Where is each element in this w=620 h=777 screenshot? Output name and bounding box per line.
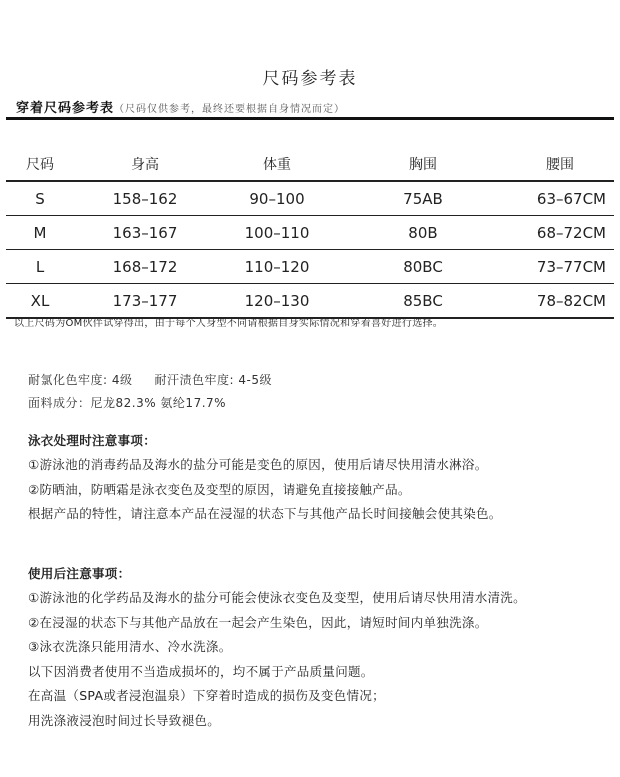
colorfastness-line xyxy=(28,369,272,392)
care-line: ①游泳池的消毒药品及海水的盐分可能是变色的原因，使用后请尽快用清水淋浴。 xyxy=(28,457,488,472)
care-line: ②防晒油，防晒霜是泳衣变色及变型的原因，请避免直接接触产品。 xyxy=(28,481,411,497)
cell-waist: 78–82CM xyxy=(508,284,614,319)
size-table xyxy=(6,148,614,319)
after-use-section xyxy=(28,561,526,733)
table-row xyxy=(6,284,614,319)
header-height: 身高 xyxy=(74,148,216,181)
care-line: 根据产品的特性，请注意本产品在浸湿的状态下与其他产品长时间接触会使其染色。 xyxy=(28,506,502,521)
after-use-heading: 使用后注意事项： xyxy=(28,566,131,581)
after-use-line: 以下因消费者使用不当造成损坏的，均不属于产品质量问题。 xyxy=(28,663,374,679)
subheading-note: （尺码仅供参考，最终还要根据自身情况而定） xyxy=(114,104,346,115)
cell-size: S xyxy=(6,181,74,216)
cell-size: XL xyxy=(6,284,74,319)
cell-weight: 120–130 xyxy=(216,284,338,319)
after-use-line: 用洗涤液浸泡时间过长导致褪色。 xyxy=(28,712,221,728)
cell-height: 173–177 xyxy=(74,284,216,319)
swimwear-care-section xyxy=(28,428,502,527)
subheading-label: 穿着尺码参考表 xyxy=(16,101,115,116)
header-bust: 胸围 xyxy=(338,148,508,181)
cell-size: L xyxy=(6,250,74,284)
cell-weight: 110–120 xyxy=(216,250,338,284)
after-use-line: ①游泳池的化学药品及海水的盐分可能会使泳衣变色及变型，使用后请尽快用清水清洗。 xyxy=(28,590,526,605)
cell-height: 158–162 xyxy=(74,181,216,216)
material-composition: 面料成分：尼龙82.3% 氨纶17.7% xyxy=(28,396,227,410)
cell-waist: 73–77CM xyxy=(508,250,614,284)
page-title: 尺码参考表 xyxy=(262,69,358,89)
cell-bust: 85BC xyxy=(338,284,508,319)
header-size: 尺码 xyxy=(6,148,74,181)
after-use-line: 在高温（SPA或者浸泡温泉）下穿着时造成的损伤及变色情况； xyxy=(28,688,385,703)
fabric-specs xyxy=(28,369,272,415)
table-row xyxy=(6,181,614,216)
cell-height: 168–172 xyxy=(74,250,216,284)
size-chart-subheading xyxy=(16,97,345,116)
table-row xyxy=(6,250,614,284)
cell-waist: 68–72CM xyxy=(508,216,614,250)
size-table-header-row xyxy=(6,148,614,181)
cell-weight: 90–100 xyxy=(216,181,338,216)
chlorine-fastness: 耐氯化色牢度: 4级 xyxy=(28,373,133,387)
cell-bust: 80B xyxy=(338,216,508,250)
cell-waist: 63–67CM xyxy=(508,181,614,216)
after-use-line: ②在浸湿的状态下与其他产品放在一起会产生染色，因此，请短时间内单独洗涤。 xyxy=(28,614,488,630)
cell-weight: 100–110 xyxy=(216,216,338,250)
care-heading: 泳衣处理时注意事项： xyxy=(28,433,157,448)
cell-bust: 75AB xyxy=(338,181,508,216)
header-waist: 腰围 xyxy=(508,148,614,181)
cell-bust: 80BC xyxy=(338,250,508,284)
table-row xyxy=(6,216,614,250)
header-divider xyxy=(6,117,614,120)
cell-height: 163–167 xyxy=(74,216,216,250)
sweat-fastness: 耐汗渍色牢度: 4-5级 xyxy=(154,373,272,387)
size-table-footnote: 以上尺码为OM伙伴试穿得出，由于每个人身型不同请根据自身实际情况和穿着喜好进行选择。 xyxy=(14,318,444,329)
header-weight: 体重 xyxy=(216,148,338,181)
cell-size: M xyxy=(6,216,74,250)
after-use-line: ③泳衣洗涤只能用清水、冷水洗涤。 xyxy=(28,639,232,654)
